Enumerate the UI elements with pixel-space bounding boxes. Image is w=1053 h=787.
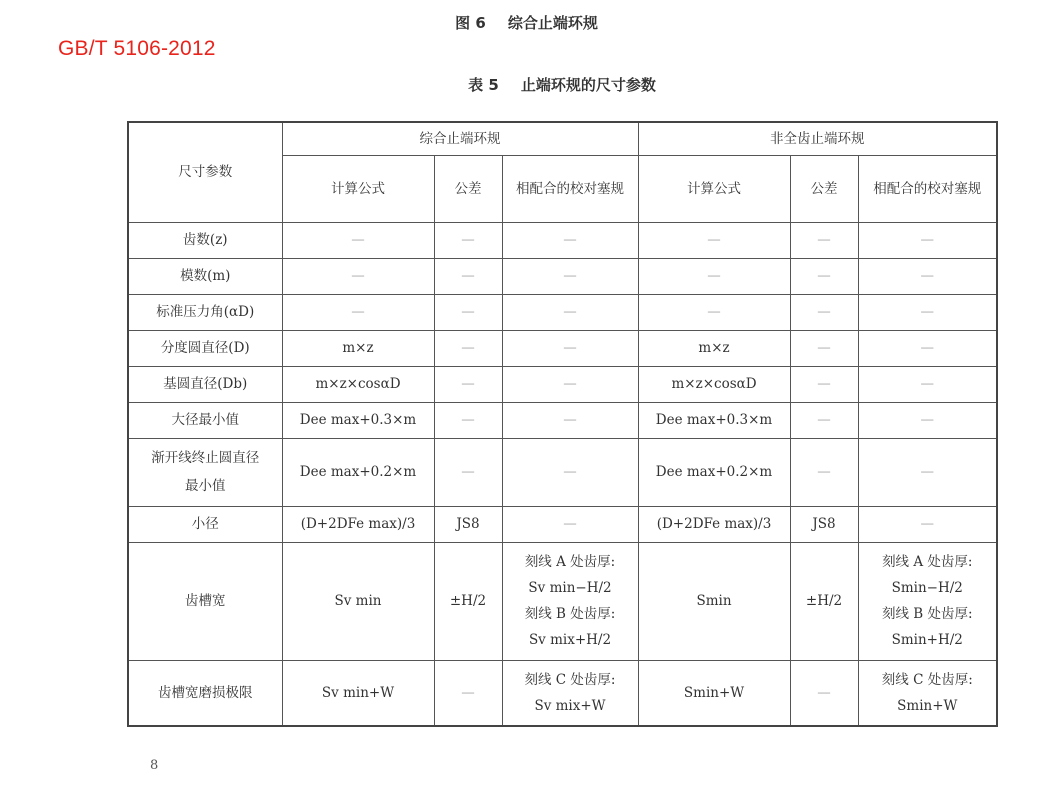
b-formula-cell: — [638, 294, 790, 330]
a-tol-cell: — [434, 222, 502, 258]
b-tol-cell: — [790, 222, 858, 258]
gauge-line: 刻线 B 处齿厚: [524, 606, 616, 622]
param-cell: 齿数(z) [128, 222, 282, 258]
dimension-table [127, 121, 998, 727]
b-gauge-cell: — [858, 438, 997, 506]
a-gauge-cell: — [502, 366, 638, 402]
table-header-row [128, 122, 997, 155]
a-gauge-cell [502, 660, 638, 726]
b-tol-cell: ±H/2 [790, 542, 858, 660]
b-gauge-cell: — [858, 506, 997, 542]
b-tol-cell: — [790, 294, 858, 330]
gauge-line: Smin+W [897, 697, 958, 714]
gauge-line: 刻线 B 处齿厚: [881, 606, 973, 622]
b-gauge-cell [858, 660, 997, 726]
b-gauge-cell: — [858, 222, 997, 258]
b-gauge-cell: — [858, 402, 997, 438]
param-cell: 基圆直径(Db) [128, 366, 282, 402]
b-gauge-cell: — [858, 330, 997, 366]
a-formula-cell: Sv min+W [282, 660, 434, 726]
a-formula-cell: m×z [282, 330, 434, 366]
figure-title: 综合止端环规 [507, 14, 598, 32]
a-gauge-cell: — [502, 294, 638, 330]
b-formula-cell: m×z [638, 330, 790, 366]
figure-number: 图 6 [455, 14, 486, 32]
param-cell: 小径 [128, 506, 282, 542]
a-tolerance-header: 公差 [434, 155, 502, 222]
b-gauge-cell: — [858, 294, 997, 330]
a-tol-cell: JS8 [434, 506, 502, 542]
b-formula-cell: — [638, 258, 790, 294]
table-row [128, 402, 997, 438]
gauge-line: 刻线 A 处齿厚: [882, 554, 973, 570]
a-formula-cell: — [282, 294, 434, 330]
a-formula-cell: Dee max+0.2×m [282, 438, 434, 506]
a-formula-cell: — [282, 222, 434, 258]
a-gauge-cell: — [502, 438, 638, 506]
a-formula-cell: (D+2DFe max)/3 [282, 506, 434, 542]
a-tol-cell: ±H/2 [434, 542, 502, 660]
a-gauge-cell [502, 542, 638, 660]
gauge-line: 刻线 C 处齿厚: [881, 671, 973, 688]
b-tol-cell: — [790, 366, 858, 402]
gauge-line: 刻线 A 处齿厚: [524, 554, 616, 570]
a-gauge-cell: — [502, 258, 638, 294]
b-formula-cell: Dee max+0.2×m [638, 438, 790, 506]
a-tol-cell: — [434, 438, 502, 506]
a-tol-cell: — [434, 660, 502, 726]
a-formula-cell: — [282, 258, 434, 294]
b-gauge-header: 相配合的校对塞规 [858, 155, 997, 222]
table-row [128, 506, 997, 542]
b-formula-cell: — [638, 222, 790, 258]
table-row [128, 258, 997, 294]
table-caption [0, 74, 1053, 95]
b-gauge-cell: — [858, 366, 997, 402]
gauge-line: Smin+H/2 [891, 632, 963, 648]
a-gauge-cell: — [502, 506, 638, 542]
a-tol-cell: — [434, 366, 502, 402]
gauge-line: Sv mix+H/2 [528, 632, 612, 648]
b-formula-header: 计算公式 [638, 155, 790, 222]
table-row [128, 222, 997, 258]
a-tol-cell: — [434, 330, 502, 366]
a-tol-cell: — [434, 402, 502, 438]
table-row [128, 438, 997, 506]
b-gauge-cell: — [858, 258, 997, 294]
a-gauge-cell: — [502, 402, 638, 438]
standard-code: GB/T 5106-2012 [58, 37, 216, 60]
a-tol-cell: — [434, 258, 502, 294]
b-formula-cell: Dee max+0.3×m [638, 402, 790, 438]
b-gauge-cell [858, 542, 997, 660]
b-formula-cell: Smin [638, 542, 790, 660]
gauge-line: Sv mix+W [534, 697, 606, 714]
gauge-line: Smin−H/2 [891, 580, 963, 596]
param-cell: 分度圆直径(D) [128, 330, 282, 366]
b-tol-cell: — [790, 660, 858, 726]
a-formula-cell: Sv min [282, 542, 434, 660]
table-title: 止端环规的尺寸参数 [520, 76, 656, 94]
b-tol-cell: — [790, 402, 858, 438]
param-cell: 模数(m) [128, 258, 282, 294]
b-tol-cell: — [790, 438, 858, 506]
table-body [128, 222, 997, 726]
a-gauge-header: 相配合的校对塞规 [502, 155, 638, 222]
b-tol-cell: — [790, 330, 858, 366]
group-a-header: 综合止端环规 [282, 122, 638, 155]
group-b-header: 非全齿止端环规 [638, 122, 997, 155]
table-row [128, 366, 997, 402]
b-tolerance-header: 公差 [790, 155, 858, 222]
table-row [128, 330, 997, 366]
param-cell: 大径最小值 [128, 402, 282, 438]
page-number: 8 [150, 758, 159, 773]
table-row [128, 542, 997, 660]
param-cell: 标准压力角(αD) [128, 294, 282, 330]
table-number: 表 5 [468, 76, 499, 94]
b-formula-cell: m×z×cosαD [638, 366, 790, 402]
a-formula-cell: Dee max+0.3×m [282, 402, 434, 438]
a-formula-cell: m×z×cosαD [282, 366, 434, 402]
a-gauge-cell: — [502, 330, 638, 366]
table-row [128, 660, 997, 726]
param-header: 尺寸参数 [128, 122, 282, 222]
b-formula-cell: (D+2DFe max)/3 [638, 506, 790, 542]
b-tol-cell: JS8 [790, 506, 858, 542]
figure-caption [0, 12, 1053, 33]
param-cell: 渐开线终止圆直径最小值 [128, 438, 282, 506]
b-tol-cell: — [790, 258, 858, 294]
param-cell: 齿槽宽 [128, 542, 282, 660]
gauge-line: 刻线 C 处齿厚: [524, 671, 616, 688]
gauge-line: Sv min−H/2 [528, 580, 612, 596]
a-gauge-cell: — [502, 222, 638, 258]
param-cell: 齿槽宽磨损极限 [128, 660, 282, 726]
b-formula-cell: Smin+W [638, 660, 790, 726]
a-tol-cell: — [434, 294, 502, 330]
a-formula-header: 计算公式 [282, 155, 434, 222]
table-row [128, 294, 997, 330]
